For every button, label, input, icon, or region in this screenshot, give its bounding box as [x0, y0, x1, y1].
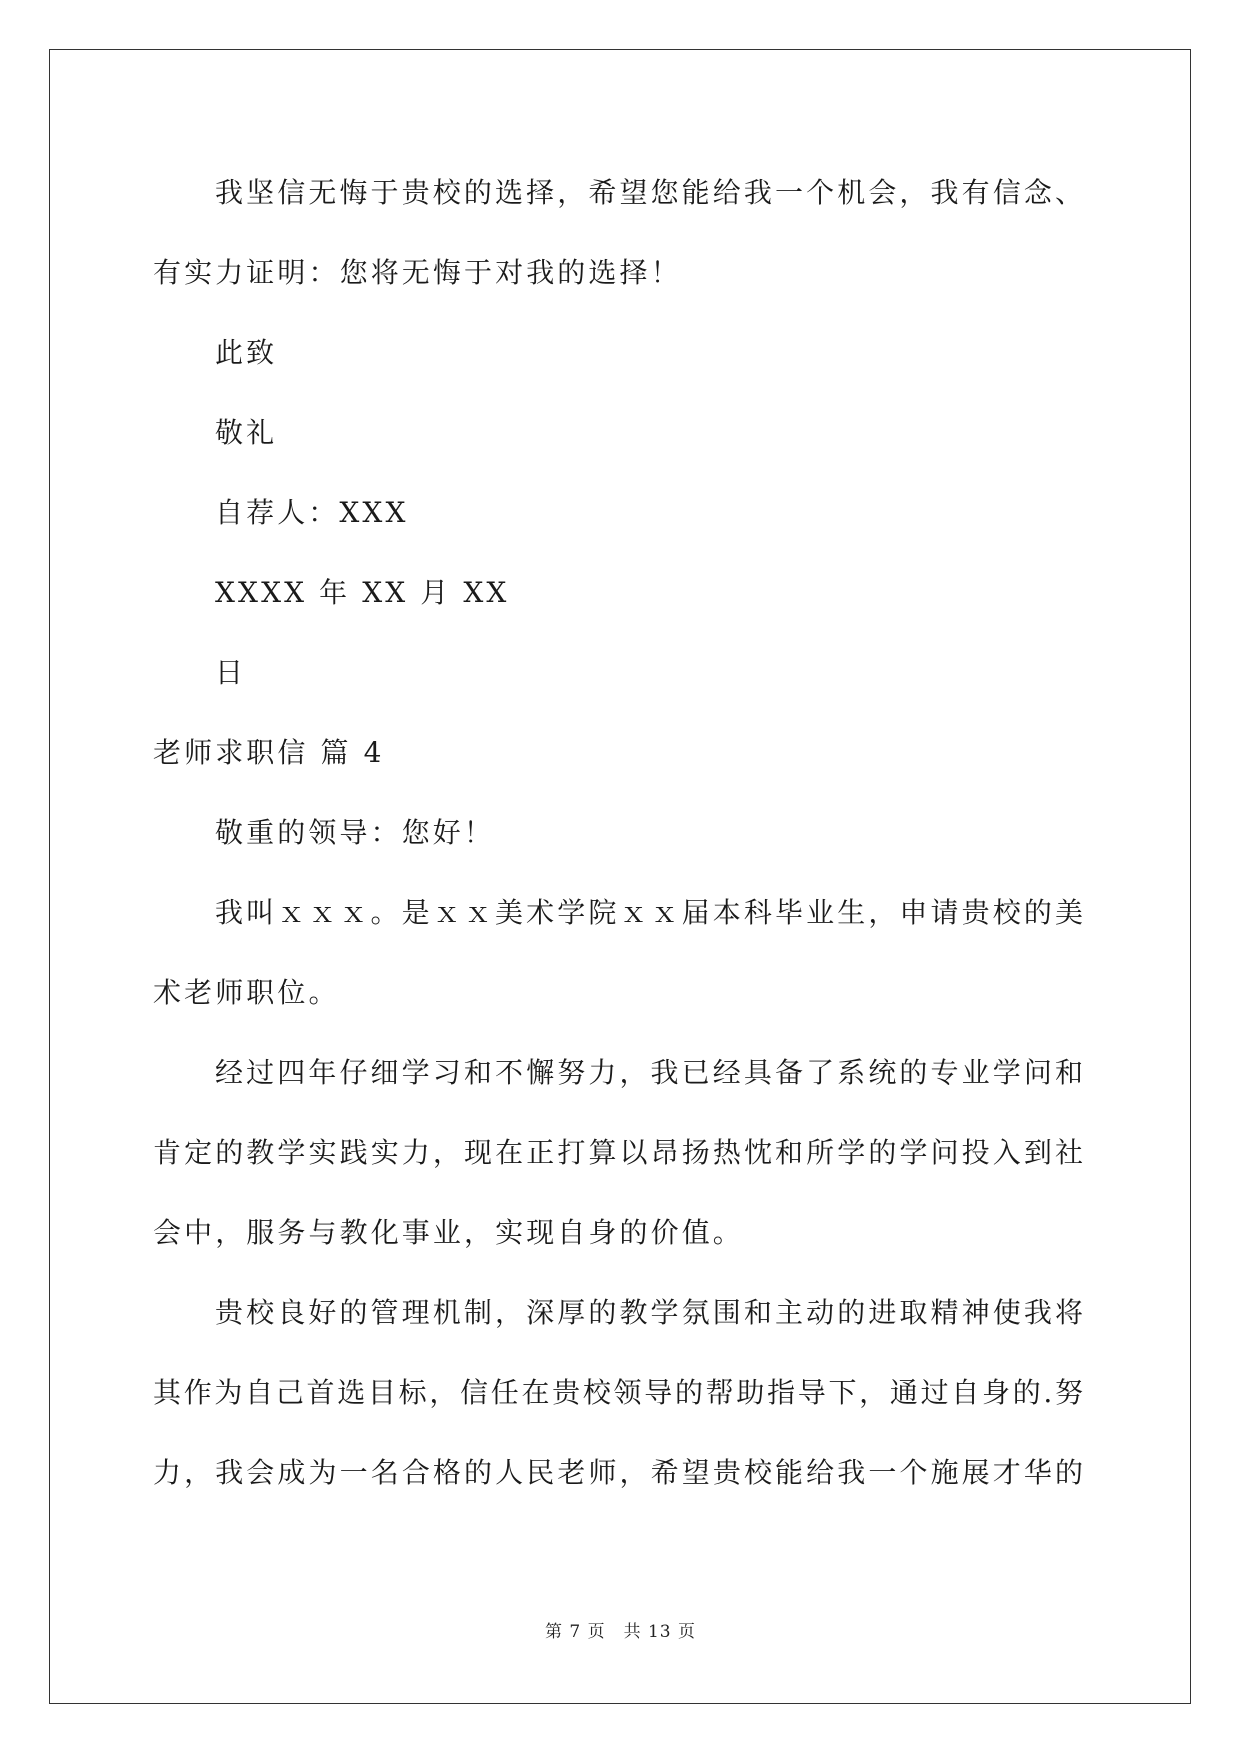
paragraph-line: 力，我会成为一名合格的人民老师，希望贵校能给我一个施展才华的 [153, 1456, 1083, 1489]
greeting-line: 敬重的领导：您好！ [215, 816, 495, 849]
closing-regards: 敬礼 [215, 416, 278, 449]
closing-salutation: 此致 [215, 336, 278, 369]
paragraph-line: 我坚信无悔于贵校的选择，希望您能给我一个机会，我有信念、 [215, 176, 1083, 209]
signature-line: 自荐人：XXX [215, 496, 409, 529]
date-line: XXXX 年 XX 月 XX [215, 576, 510, 609]
paragraph-line: 经过四年仔细学习和不懈努力，我已经具备了系统的专业学问和 [215, 1056, 1083, 1089]
page-number-footer: 第 7 页 共 13 页 [544, 1622, 697, 1642]
paragraph-line: 其作为自己首选目标，信任在贵校领导的帮助指导下，通过自身的.努 [153, 1376, 1083, 1409]
paragraph-line: 贵校良好的管理机制，深厚的教学氛围和主动的进取精神使我将 [215, 1296, 1083, 1329]
paragraph-line: 会中，服务与教化事业，实现自身的价值。 [153, 1216, 744, 1249]
paragraph-line: 我叫ｘｘｘ。是ｘｘ美术学院ｘｘ届本科毕业生，申请贵校的美 [215, 896, 1083, 929]
paragraph-line: 有实力证明：您将无悔于对我的选择！ [153, 256, 682, 289]
paragraph-line: 术老师职位。 [153, 976, 340, 1009]
paragraph-line: 肯定的教学实践实力，现在正打算以昂扬热忱和所学的学问投入到社 [153, 1136, 1083, 1169]
section-heading: 老师求职信 篇 4 [153, 736, 385, 769]
date-line-continued: 日 [215, 656, 247, 689]
